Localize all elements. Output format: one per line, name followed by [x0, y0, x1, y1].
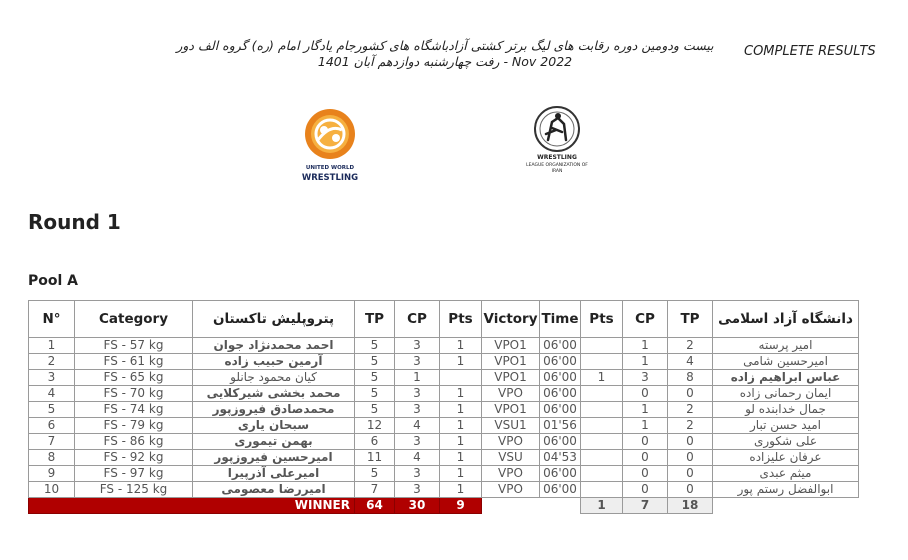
- left-wrestler: سبحان یاری: [193, 418, 355, 434]
- results-table: [28, 300, 859, 514]
- header-category: Category: [75, 301, 193, 338]
- bout-time: 06'00: [540, 338, 581, 354]
- right-tp: 4: [668, 354, 713, 370]
- total-cp-left: 30: [395, 498, 440, 514]
- right-wrestler: علی شکوری: [713, 434, 859, 450]
- victory-type: VPO: [482, 482, 540, 498]
- header-time: Time: [540, 301, 581, 338]
- totals-row: [29, 498, 859, 514]
- left-wrestler: بهمن تیموری: [193, 434, 355, 450]
- round-title: Round 1: [28, 210, 121, 234]
- header-no: N°: [29, 301, 75, 338]
- right-cp: 1: [623, 402, 668, 418]
- table-header-row: [29, 301, 859, 338]
- table-row: [29, 450, 859, 466]
- header-team-right: دانشگاه آزاد اسلامی: [713, 301, 859, 338]
- header-victory: Victory: [482, 301, 540, 338]
- right-pts: [581, 434, 623, 450]
- bout-no: 3: [29, 370, 75, 386]
- victory-type: VPO: [482, 386, 540, 402]
- bout-no: 5: [29, 402, 75, 418]
- left-wrestler: محمد بخشی شیرکلایی: [193, 386, 355, 402]
- bout-time: 06'00: [540, 370, 581, 386]
- table-row: [29, 386, 859, 402]
- left-tp: 7: [355, 482, 395, 498]
- pool-title: Pool A: [28, 273, 79, 289]
- bout-time: 06'00: [540, 482, 581, 498]
- right-pts: [581, 482, 623, 498]
- weight-category: FS - 125 kg: [75, 482, 193, 498]
- table-row: [29, 402, 859, 418]
- right-wrestler: ابوالفضل رستم پور: [713, 482, 859, 498]
- total-spacer: [713, 498, 859, 514]
- left-tp: 11: [355, 450, 395, 466]
- right-cp: 0: [623, 386, 668, 402]
- event-title: [150, 38, 740, 70]
- left-wrestler: آرمین حبیب زاده: [193, 354, 355, 370]
- event-title-line1: بیست ودومین دوره رقابت های لیگ برتر کشتی آزادباشگاه های کشورجام یادگار امام (ره) گروه الف دور: [176, 38, 714, 53]
- table-row: [29, 338, 859, 354]
- total-tp-right: 18: [668, 498, 713, 514]
- uww-logo: [300, 106, 360, 184]
- right-pts: [581, 354, 623, 370]
- league-logo-line3: IRAN: [551, 169, 563, 174]
- weight-category: FS - 57 kg: [75, 338, 193, 354]
- left-cp: 3: [395, 386, 440, 402]
- bout-time: 06'00: [540, 466, 581, 482]
- left-tp: 5: [355, 402, 395, 418]
- left-pts: 1: [440, 466, 482, 482]
- victory-type: VPO: [482, 434, 540, 450]
- right-wrestler: میثم عبدی: [713, 466, 859, 482]
- left-pts: [440, 370, 482, 386]
- left-cp: 3: [395, 434, 440, 450]
- bout-time: 06'00: [540, 434, 581, 450]
- uww-logo-line1: UNITED WORLD: [305, 165, 355, 171]
- left-pts: 1: [440, 386, 482, 402]
- winner-label: WINNER: [29, 498, 355, 514]
- victory-type: VPO: [482, 466, 540, 482]
- header-cp-right: CP: [623, 301, 668, 338]
- right-wrestler: امیرحسین شامی: [713, 354, 859, 370]
- left-pts: 1: [440, 418, 482, 434]
- header-cp-left: CP: [395, 301, 440, 338]
- weight-category: FS - 65 kg: [75, 370, 193, 386]
- left-cp: 3: [395, 466, 440, 482]
- right-wrestler: امید حسن تبار: [713, 418, 859, 434]
- weight-category: FS - 86 kg: [75, 434, 193, 450]
- uww-logo-line2: WRESTLING: [301, 173, 359, 183]
- weight-category: FS - 70 kg: [75, 386, 193, 402]
- bout-no: 8: [29, 450, 75, 466]
- bout-time: 06'00: [540, 386, 581, 402]
- left-pts: 1: [440, 354, 482, 370]
- right-wrestler: عباس ابراهیم زاده: [713, 370, 859, 386]
- header-tp-right: TP: [668, 301, 713, 338]
- bout-no: 7: [29, 434, 75, 450]
- league-organization-logo: [518, 104, 596, 176]
- right-wrestler: جمال خدابنده لو: [713, 402, 859, 418]
- header-team-left: پتروپلیش تاکستان: [193, 301, 355, 338]
- bout-time: 06'00: [540, 402, 581, 418]
- left-tp: 5: [355, 466, 395, 482]
- right-wrestler: عرفان علیزاده: [713, 450, 859, 466]
- total-pts-left: 9: [440, 498, 482, 514]
- left-wrestler: امیرعلی آذرپیرا: [193, 466, 355, 482]
- right-cp: 1: [623, 338, 668, 354]
- right-cp: 3: [623, 370, 668, 386]
- right-cp: 1: [623, 418, 668, 434]
- right-wrestler: ایمان رحمانی زاده: [713, 386, 859, 402]
- left-tp: 5: [355, 370, 395, 386]
- left-pts: 1: [440, 482, 482, 498]
- right-pts: [581, 466, 623, 482]
- left-cp: 3: [395, 482, 440, 498]
- left-cp: 4: [395, 418, 440, 434]
- right-pts: [581, 418, 623, 434]
- weight-category: FS - 97 kg: [75, 466, 193, 482]
- left-wrestler: امیرحسین فیروزپور: [193, 450, 355, 466]
- left-cp: 3: [395, 402, 440, 418]
- left-tp: 6: [355, 434, 395, 450]
- total-pts-right: 1: [581, 498, 623, 514]
- left-tp: 5: [355, 354, 395, 370]
- weight-category: FS - 61 kg: [75, 354, 193, 370]
- left-pts: 1: [440, 434, 482, 450]
- header-pts-right: Pts: [581, 301, 623, 338]
- bout-time: 04'53: [540, 450, 581, 466]
- total-cp-right: 7: [623, 498, 668, 514]
- bout-no: 1: [29, 338, 75, 354]
- left-pts: 1: [440, 450, 482, 466]
- weight-category: FS - 79 kg: [75, 418, 193, 434]
- table-row: [29, 466, 859, 482]
- right-pts: [581, 402, 623, 418]
- left-pts: 1: [440, 338, 482, 354]
- table-row: [29, 354, 859, 370]
- right-tp: 0: [668, 434, 713, 450]
- right-tp: 0: [668, 466, 713, 482]
- left-tp: 12: [355, 418, 395, 434]
- left-wrestler: امیررضا معصومی: [193, 482, 355, 498]
- right-tp: 2: [668, 418, 713, 434]
- right-tp: 2: [668, 402, 713, 418]
- left-wrestler: محمدصادق فیروزپور: [193, 402, 355, 418]
- right-tp: 0: [668, 450, 713, 466]
- header-tp-left: TP: [355, 301, 395, 338]
- total-spacer: [540, 498, 581, 514]
- league-logo-line1: WRESTLING: [537, 154, 577, 161]
- victory-type: VSU: [482, 450, 540, 466]
- right-pts: [581, 338, 623, 354]
- league-logo-line2: LEAGUE ORGANIZATION OF: [526, 163, 588, 168]
- bout-no: 10: [29, 482, 75, 498]
- right-cp: 0: [623, 434, 668, 450]
- victory-type: VPO1: [482, 370, 540, 386]
- bout-time: 06'00: [540, 354, 581, 370]
- left-tp: 5: [355, 338, 395, 354]
- weight-category: FS - 74 kg: [75, 402, 193, 418]
- right-pts: [581, 450, 623, 466]
- complete-results-label: COMPLETE RESULTS: [744, 44, 876, 59]
- right-cp: 0: [623, 482, 668, 498]
- right-pts: 1: [581, 370, 623, 386]
- left-cp: 3: [395, 338, 440, 354]
- right-tp: 8: [668, 370, 713, 386]
- left-pts: 1: [440, 402, 482, 418]
- bout-no: 2: [29, 354, 75, 370]
- right-wrestler: امیر پرسته: [713, 338, 859, 354]
- victory-type: VPO1: [482, 354, 540, 370]
- left-tp: 5: [355, 386, 395, 402]
- right-tp: 0: [668, 386, 713, 402]
- left-cp: 1: [395, 370, 440, 386]
- right-cp: 0: [623, 466, 668, 482]
- left-cp: 3: [395, 354, 440, 370]
- left-wrestler: احمد محمدنژاد جوان: [193, 338, 355, 354]
- header-pts-left: Pts: [440, 301, 482, 338]
- bout-no: 9: [29, 466, 75, 482]
- event-title-line2: رفت چهارشنبه دوازدهم آبان 1401 - Nov 2022: [317, 54, 573, 69]
- total-tp-left: 64: [355, 498, 395, 514]
- bout-no: 6: [29, 418, 75, 434]
- weight-category: FS - 92 kg: [75, 450, 193, 466]
- left-cp: 4: [395, 450, 440, 466]
- right-cp: 1: [623, 354, 668, 370]
- table-row: [29, 434, 859, 450]
- bout-no: 4: [29, 386, 75, 402]
- table-row: [29, 482, 859, 498]
- right-tp: 0: [668, 482, 713, 498]
- victory-type: VPO1: [482, 402, 540, 418]
- total-spacer: [482, 498, 540, 514]
- table-row: [29, 370, 859, 386]
- left-wrestler: کیان محمود جانلو: [193, 370, 355, 386]
- victory-type: VSU1: [482, 418, 540, 434]
- right-pts: [581, 386, 623, 402]
- victory-type: VPO1: [482, 338, 540, 354]
- table-row: [29, 418, 859, 434]
- right-cp: 0: [623, 450, 668, 466]
- bout-time: 01'56: [540, 418, 581, 434]
- right-tp: 2: [668, 338, 713, 354]
